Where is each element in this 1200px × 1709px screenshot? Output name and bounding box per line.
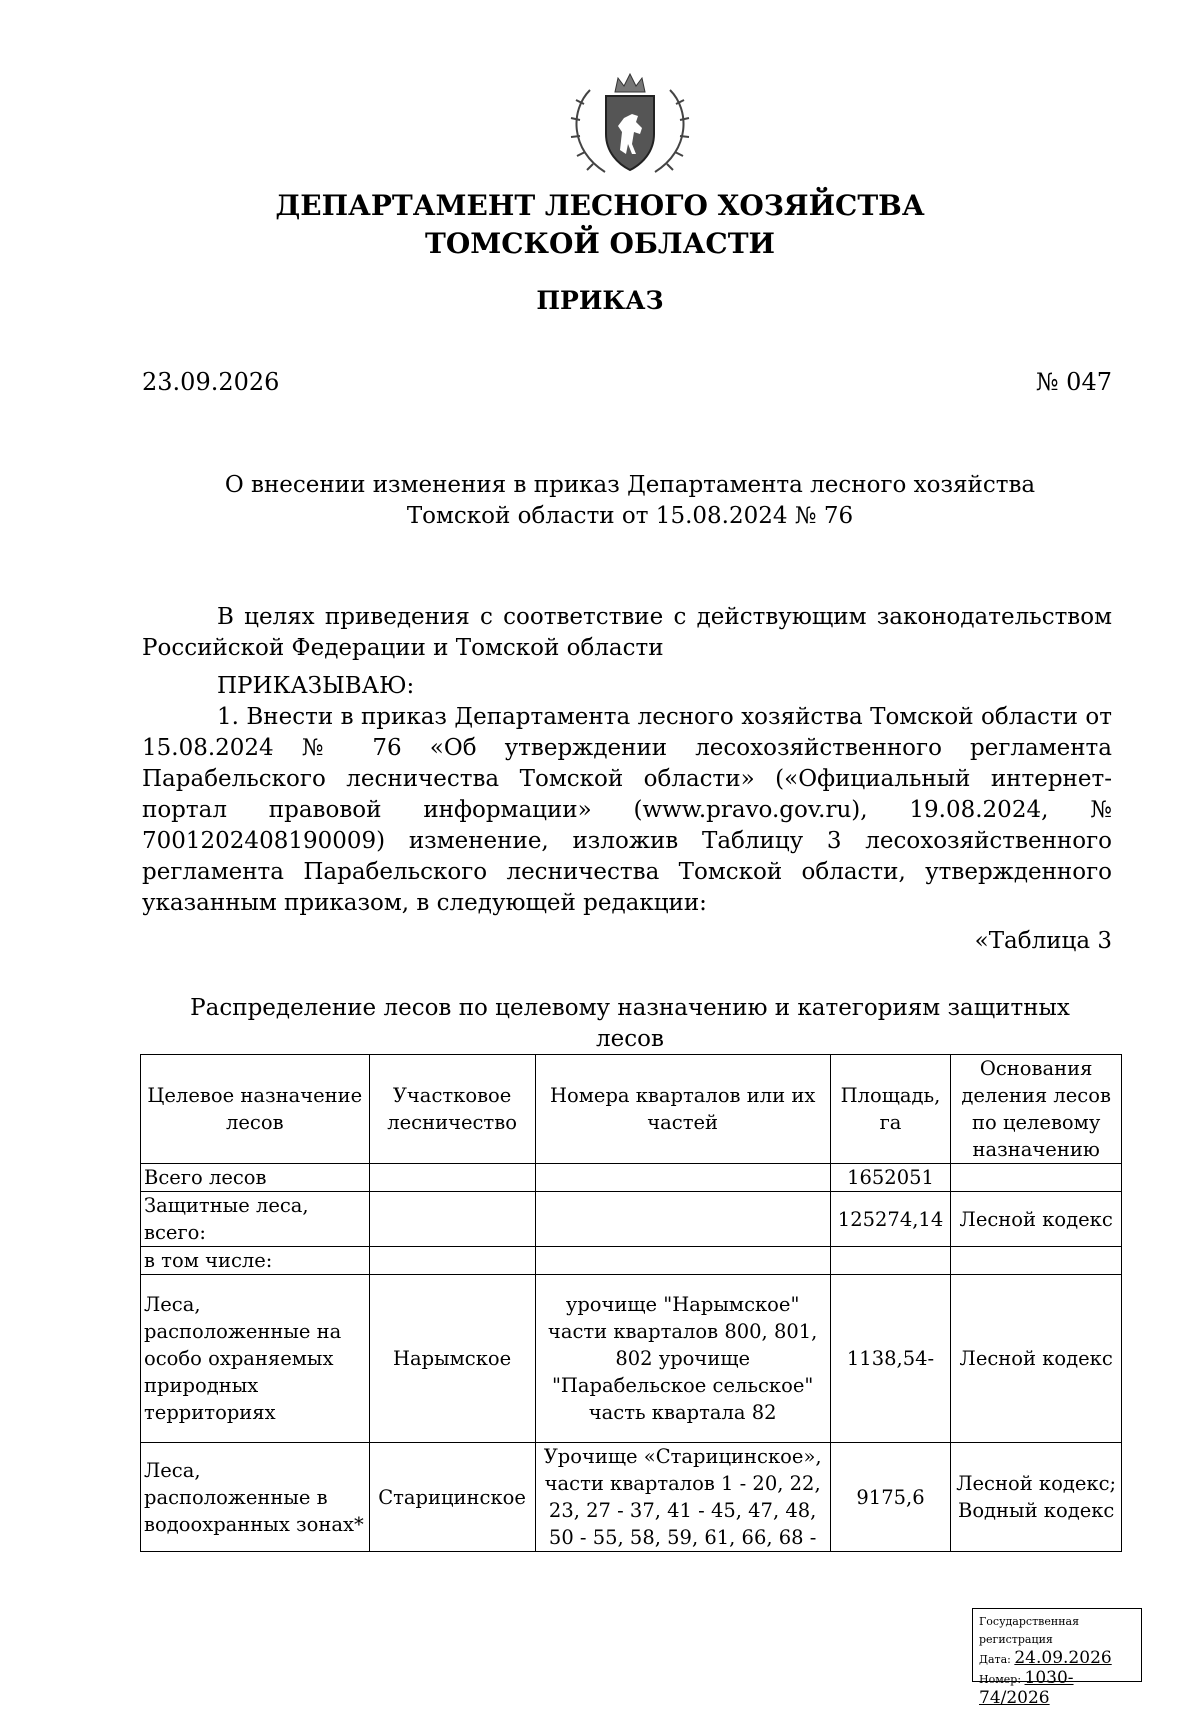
table-cell: Леса, расположенные на особо охраняемых природных территориях (141, 1275, 370, 1443)
table-cell: Защитные леса, всего: (141, 1192, 370, 1247)
registration-date-label: Дата: (979, 1653, 1011, 1666)
table-cell (535, 1192, 830, 1247)
table-cell: Леса, расположенные в водоохранных зонах* (141, 1443, 370, 1552)
table-row (141, 1164, 1122, 1192)
order-item-1: 1. Внести в приказ Департамента лесного хозяйства Томской области от 15.08.2024 № 76 «Об утверждении лесохозяйственного регламента Парабельского лесничества Томской области» («Официальный интернет-портал правовой информации» (www.pravo.gov.ru), 19.08.2024, № 7001202408190009) изменение, изложив Таблицу 3 лесохозяйственного регламента Парабельского лесничества Томской области, утвержденного указанным приказом, в следующей редакции: (142, 704, 1112, 916)
table-reference: «Таблица 3 (974, 928, 1112, 954)
order-date: 23.09.2026 (142, 368, 280, 396)
header-basis: Основания деления лесов по целевому назначению (951, 1055, 1122, 1164)
table-header-row (141, 1055, 1122, 1164)
table-title: Распределение лесов по целевому назначению и категориям защитных лесов (190, 995, 1070, 1052)
table-cell (830, 1247, 951, 1275)
forest-distribution-table (140, 1054, 1122, 1552)
registration-number-label: Номер: (979, 1673, 1022, 1686)
table-cell: урочище "Нарымское" части кварталов 800, 801, 802 урочище "Парабельское сельское" часть квартала 82 (535, 1275, 830, 1443)
table-cell: в том числе: (141, 1247, 370, 1275)
header-purpose: Целевое назначение лесов (141, 1055, 370, 1164)
table-cell: Лесной кодекс; Водный кодекс (951, 1443, 1122, 1552)
header-district: Участковое лесничество (369, 1055, 535, 1164)
header-quarters: Номера кварталов или их частей (535, 1055, 830, 1164)
table-cell: Нарымское (369, 1275, 535, 1443)
table-cell (951, 1164, 1122, 1192)
order-number: № 047 (1035, 368, 1112, 396)
table-cell (535, 1247, 830, 1275)
table-cell: 1652051 (830, 1164, 951, 1192)
table-cell (951, 1247, 1122, 1275)
table-cell: Урочище «Старицинское», части кварталов 1 - 20, 22, 23, 27 - 37, 41 - 45, 47, 48, 50 - 55, 58, 59, 61, 66, 68 - (535, 1443, 830, 1552)
table-row (141, 1192, 1122, 1247)
order-keyword: ПРИКАЗЫВАЮ: (217, 673, 415, 699)
registration-title: Государственная регистрация (979, 1615, 1080, 1646)
header-area: Площадь, га (830, 1055, 951, 1164)
registration-stamp (972, 1608, 1142, 1708)
registration-date: 24.09.2026 (1014, 1648, 1112, 1668)
table-cell: 9175,6 (830, 1443, 951, 1552)
table-cell: Всего лесов (141, 1164, 370, 1192)
organization-name-line2: ТОМСКОЙ ОБЛАСТИ (424, 227, 776, 260)
preamble-paragraph: В целях приведения с соответствие с действующим законодательством Российской Федерации и Томской области (142, 604, 1112, 661)
document-type: ПРИКАЗ (536, 286, 664, 315)
table-cell (535, 1164, 830, 1192)
table-cell (369, 1164, 535, 1192)
table-cell: 1138,54- (830, 1275, 951, 1443)
table-cell: 125274,14 (830, 1192, 951, 1247)
table-cell (369, 1192, 535, 1247)
table-cell: Лесной кодекс (951, 1192, 1122, 1247)
table-row (141, 1247, 1122, 1275)
table-cell: Старицинское (369, 1443, 535, 1552)
table-cell: Лесной кодекс (951, 1275, 1122, 1443)
table-row (141, 1443, 1122, 1552)
order-subject: О внесении изменения в приказ Департамента лесного хозяйства Томской области от 15.08.2024 № 76 (224, 472, 1036, 529)
table-cell (369, 1247, 535, 1275)
organization-name-line1: ДЕПАРТАМЕНТ ЛЕСНОГО ХОЗЯЙСТВА (275, 189, 925, 222)
coat-of-arms-icon (560, 70, 700, 180)
registration-number: 1030-74/2026 (979, 1668, 1074, 1708)
table-row (141, 1275, 1122, 1443)
